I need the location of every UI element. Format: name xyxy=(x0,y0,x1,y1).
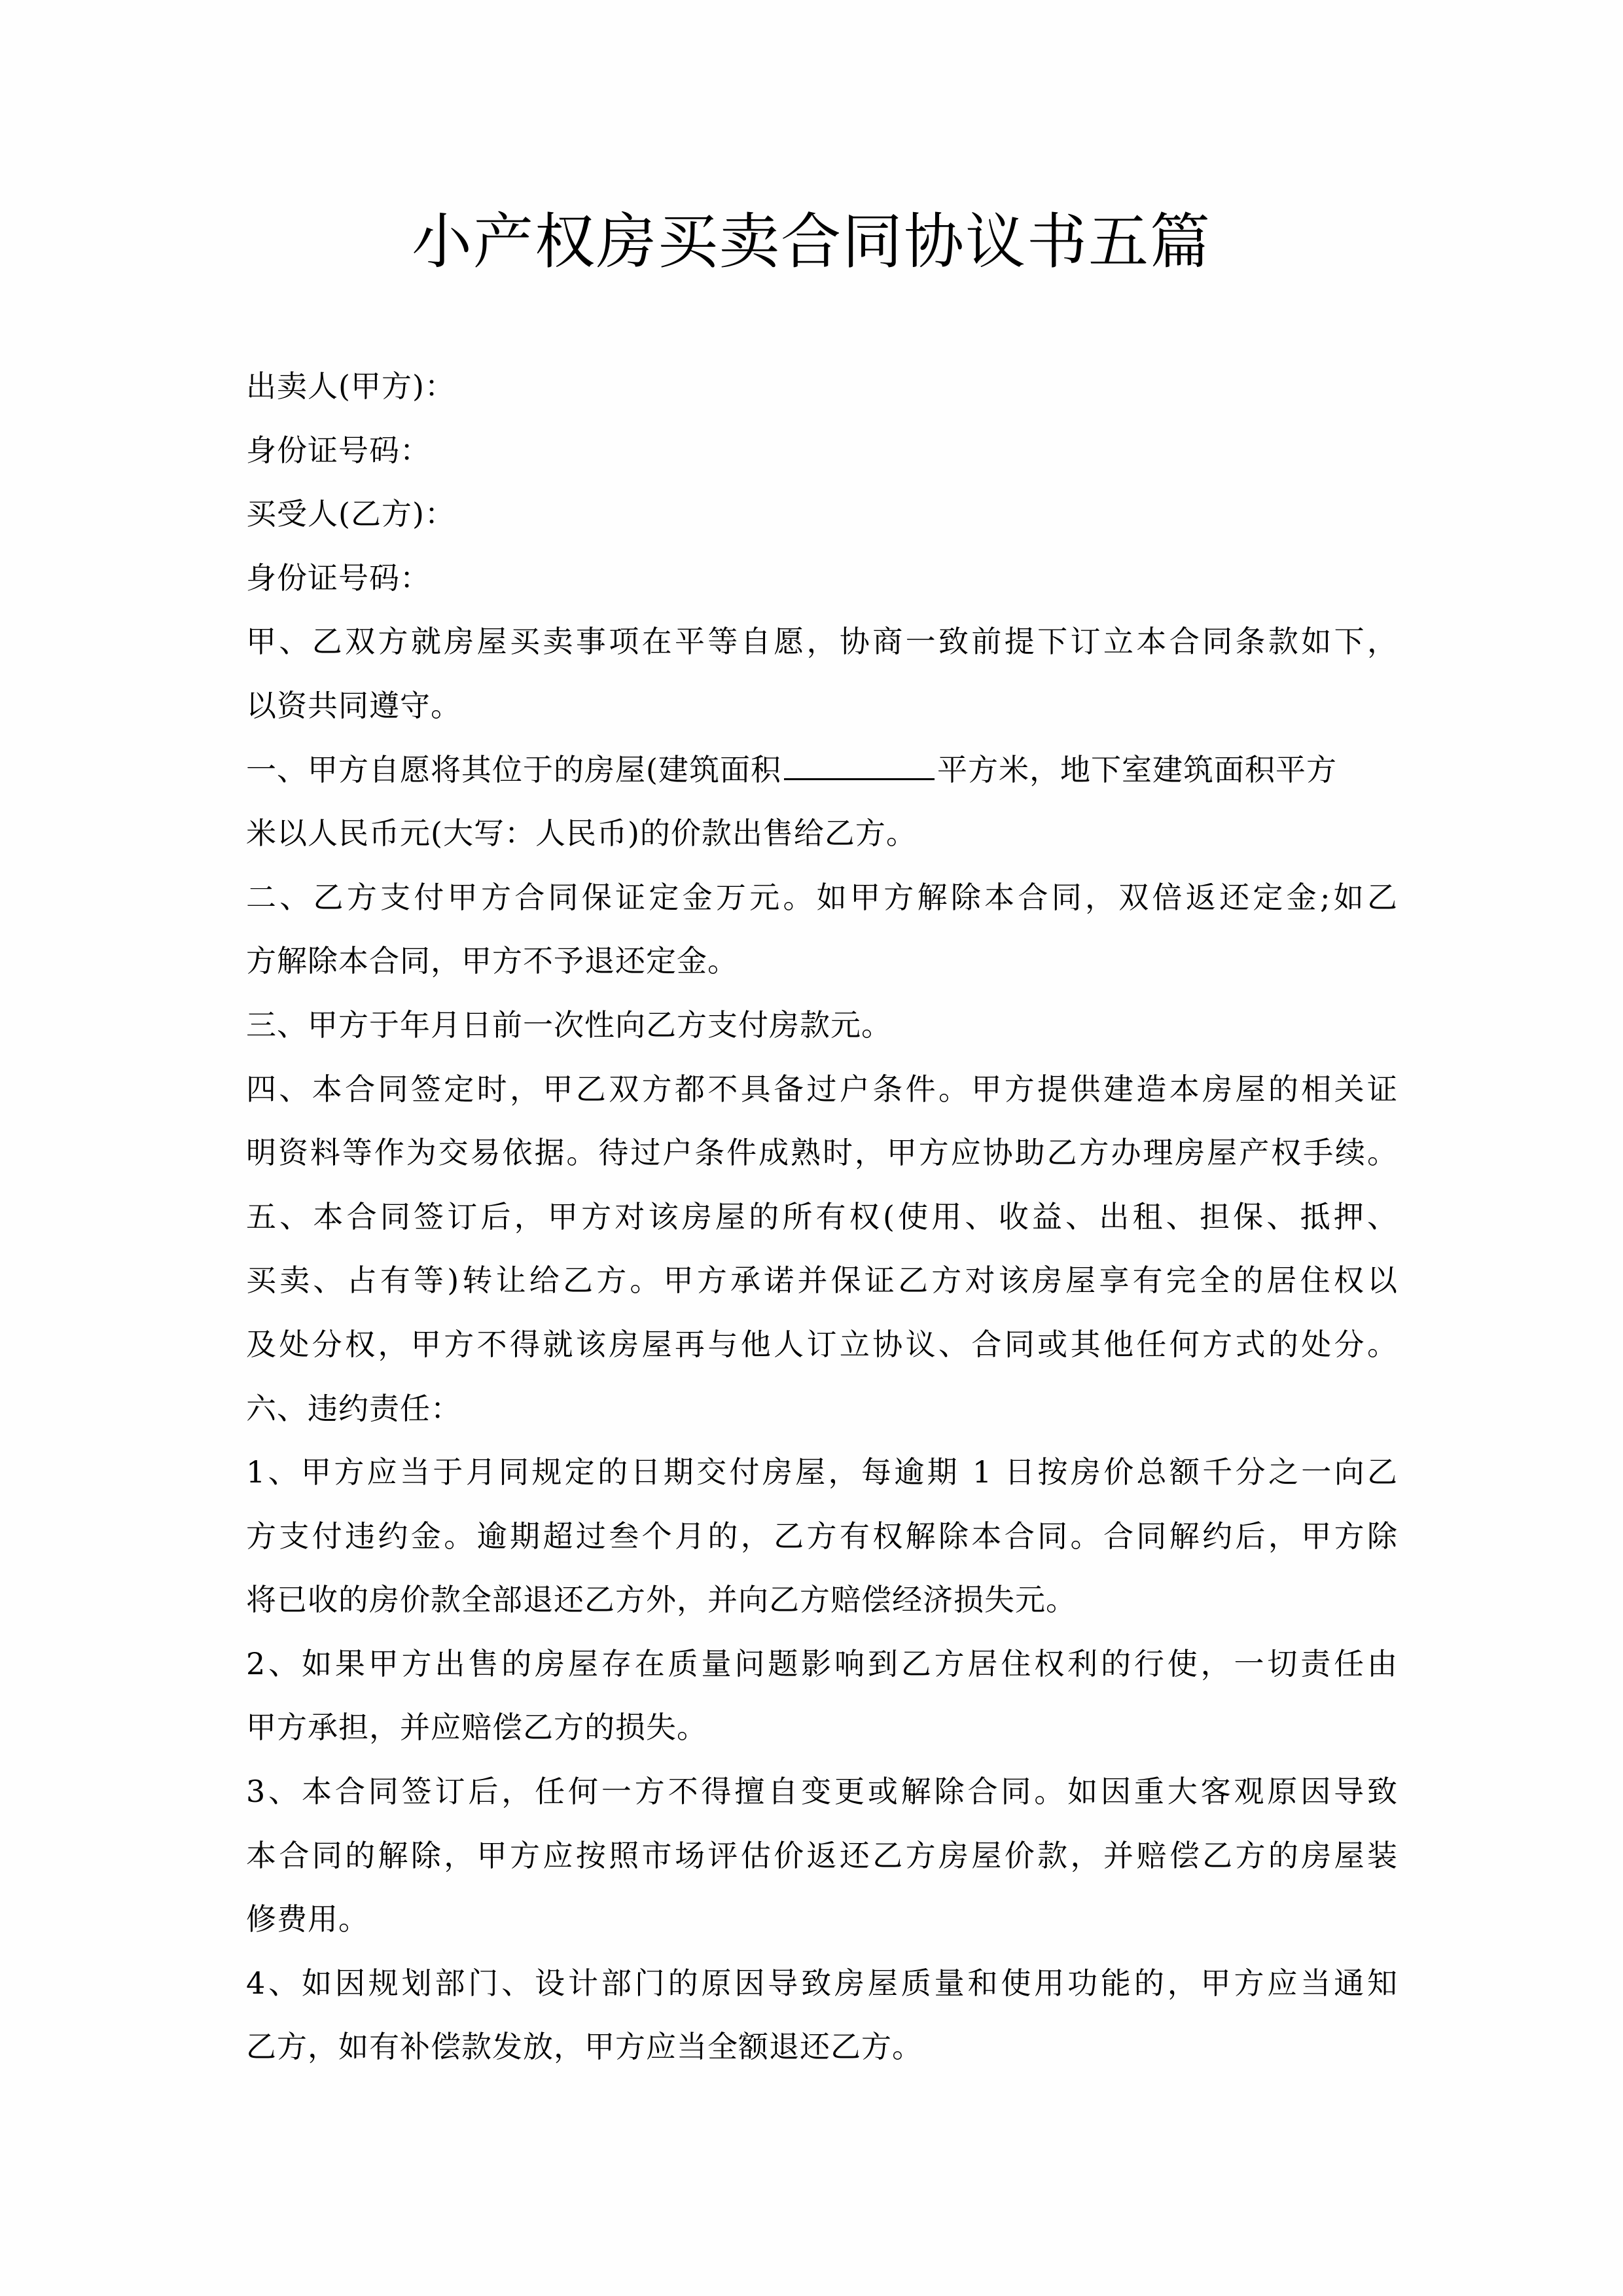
document-title: 小产权房买卖合同协议书五篇 xyxy=(411,207,1211,277)
clause-6-item-4-line-1: 4、如因规划部门、设计部门的原因导致房屋质量和使用功能的，甲方应当通知 xyxy=(246,1965,1398,2001)
preamble-line-1: 甲、乙双方就房屋买卖事项在平等自愿，协商一致前提下订立本合同条款如下， xyxy=(246,624,1398,660)
seller-id-label: 身份证号码： xyxy=(246,432,431,468)
document-body xyxy=(246,355,1398,2079)
seller-label: 出卖人(甲方)： xyxy=(246,368,455,404)
clause-4-line-1: 四、本合同签定时，甲乙双方都不具备过户条件。甲方提供建造本房屋的相关证 xyxy=(246,1071,1398,1107)
clause-1-text-after-blank: 平方米，地下室建筑面积平方 xyxy=(936,751,1337,787)
clause-6-item-1-line-1: 1、甲方应当于月同规定的日期交付房屋，每逾期 1 日按房价总额千分之一向乙 xyxy=(246,1454,1398,1490)
clause-2-line-1: 二、乙方支付甲方合同保证定金万元。如甲方解除本合同，双倍返还定金;如乙 xyxy=(246,879,1398,915)
clause-6-item-3-line-1: 3、本合同签订后，任何一方不得擅自变更或解除合同。如因重大客观原因导致 xyxy=(246,1774,1398,1810)
clause-6-item-1-line-3: 将已收的房价款全部退还乙方外，并向乙方赔偿经济损失元。 xyxy=(246,1582,1077,1618)
clause-6-item-2-line-2: 甲方承担，并应赔偿乙方的损失。 xyxy=(246,1710,707,1746)
clause-5-line-3: 及处分权，甲方不得就该房屋再与他人订立协议、合同或其他任何方式的处分。 xyxy=(246,1326,1398,1362)
clause-1-line-2: 米以人民币元(大写：人民币)的价款出售给乙方。 xyxy=(246,816,917,852)
clause-1-text-before-blank: 一、甲方自愿将其位于的房屋(建筑面积 xyxy=(246,751,781,787)
clause-5-line-2: 买卖、占有等)转让给乙方。甲方承诺并保证乙方对该房屋享有完全的居住权以 xyxy=(246,1263,1398,1299)
clause-6-item-3-line-3: 修费用。 xyxy=(246,1901,369,1937)
preamble-line-2: 以资共同遵守。 xyxy=(246,687,461,723)
clause-6-item-1-line-2: 方支付违约金。逾期超过叁个月的，乙方有权解除本合同。合同解约后，甲方除 xyxy=(246,1518,1398,1554)
clause-3-line-1: 三、甲方于年月日前一次性向乙方支付房款元。 xyxy=(246,1007,892,1043)
buyer-label: 买受人(乙方)： xyxy=(246,496,455,532)
clause-6-heading: 六、违约责任： xyxy=(246,1390,461,1426)
clause-6-item-4-line-2: 乙方，如有补偿款发放，甲方应当全额退还乙方。 xyxy=(246,2029,923,2065)
buyer-id-label: 身份证号码： xyxy=(246,560,431,596)
clause-5-line-1: 五、本合同签订后，甲方对该房屋的所有权(使用、收益、出租、担保、抵押、 xyxy=(246,1198,1398,1234)
clause-2-line-2: 方解除本合同，甲方不予退还定金。 xyxy=(246,943,738,979)
clause-1-line-1 xyxy=(246,738,1398,802)
area-blank-field xyxy=(784,752,935,780)
clause-4-line-2: 明资料等作为交易依据。待过户条件成熟时，甲方应协助乙方办理房屋产权手续。 xyxy=(246,1135,1398,1171)
clause-6-item-3-line-2: 本合同的解除，甲方应按照市场评估价返还乙方房屋价款，并赔偿乙方的房屋装 xyxy=(246,1837,1398,1873)
clause-6-item-2-line-1: 2、如果甲方出售的房屋存在质量问题影响到乙方居住权利的行使，一切责任由 xyxy=(246,1645,1398,1681)
